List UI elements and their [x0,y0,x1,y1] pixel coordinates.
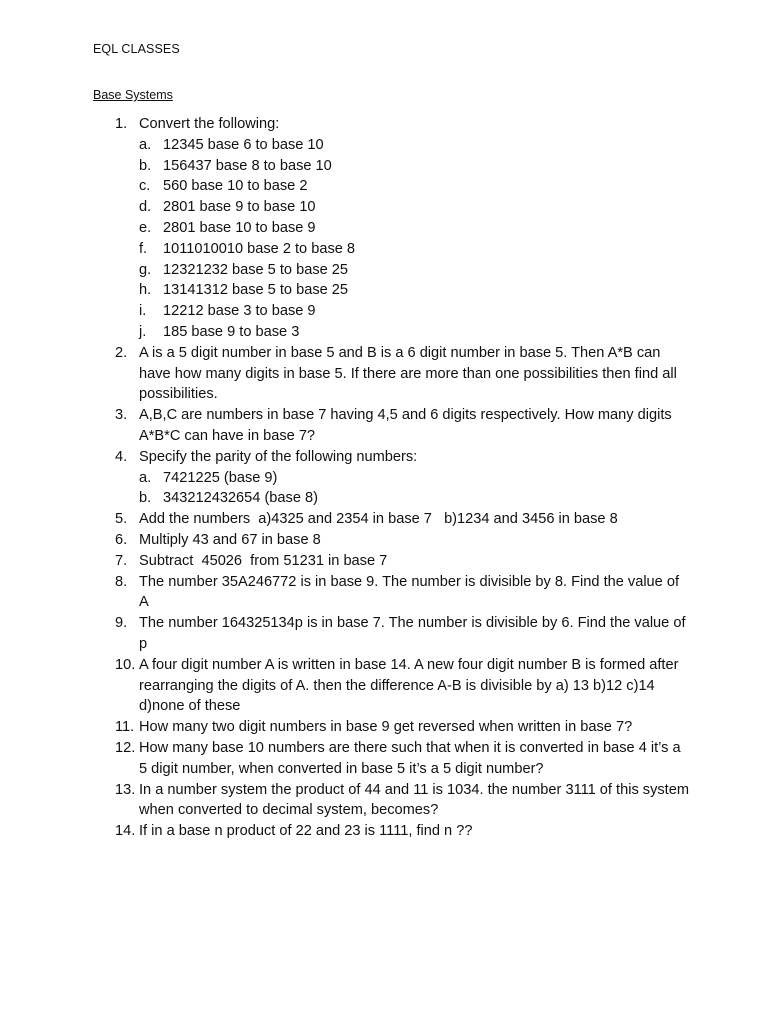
question-number: 13. [115,781,136,798]
question-11 [115,717,690,738]
sub-question-a [139,468,690,489]
sub-question-text: 560 base 10 to base 2 [163,178,308,195]
sub-question-letter: c. [139,178,151,195]
question-text: How many two digit numbers in base 9 get reversed when written in base 7? [139,719,633,736]
question-number: 4. [115,448,128,465]
question-number: 5. [115,511,128,528]
sub-question-c [139,176,690,197]
question-8 [115,572,690,614]
sub-question-text: 7421225 (base 9) [163,469,278,486]
sub-question-text: 12321232 base 5 to base 25 [163,261,349,278]
question-text: The number 164325134p is in base 7. The number is divisible by 6. Find the value of p [139,615,686,652]
question-text: Add the numbers a)4325 and 2354 in base 7 b)1234 and 3456 in base 8 [139,511,618,528]
question-text: Specify the parity of the following numbers: [139,448,418,465]
question-number: 14. [115,823,136,840]
sub-question-letter: d. [139,199,152,216]
sub-question-text: 1011010010 base 2 to base 8 [163,240,356,257]
sub-question-letter: h. [139,282,152,299]
sub-question-f [139,239,690,260]
question-text: In a number system the product of 44 and 11 is 1034. the number 3111 of this system when converted to decimal system, becomes? [139,781,690,819]
question-number: 10. [115,656,136,673]
question-6 [115,530,690,551]
question-10 [115,655,690,717]
sub-question-letter: j. [139,323,147,340]
sub-question-a [139,135,690,156]
question-text: Multiply 43 and 67 in base 8 [139,531,321,548]
sub-question-letter: b. [139,490,152,507]
question-1 [115,114,690,343]
question-text: How many base 10 numbers are there such that when it is converted in base 4 it’s a 5 digit number, when converted in base 5 it’s a 5 digit number? [139,739,681,777]
sub-question-text: 343212432654 (base 8) [163,490,318,507]
sub-question-d [139,197,690,218]
sub-question-text: 12212 base 3 to base 9 [163,303,316,320]
document-title: Base Systems [93,88,173,102]
sub-question-letter: g. [139,261,152,278]
question-number: 11. [115,719,135,736]
sub-question-text: 2801 base 9 to base 10 [163,199,316,216]
sub-question-i [139,301,690,322]
sub-question-letter: a. [139,469,152,486]
question-number: 7. [115,552,128,569]
sub-question-list [139,468,690,510]
question-9 [115,613,690,655]
sub-question-e [139,218,690,239]
question-text: If in a base n product of 22 and 23 is 1111, find n ?? [139,823,473,840]
sub-question-list [139,135,690,343]
question-number: 2. [115,344,128,361]
question-12 [115,738,690,780]
question-number: 3. [115,407,128,424]
question-3 [115,405,690,447]
question-4 [115,447,690,509]
question-text: Convert the following: [139,116,280,132]
sub-question-j [139,322,690,343]
question-14 [115,821,690,842]
question-2 [115,343,690,405]
sub-question-letter: i. [139,303,147,320]
sub-question-b [139,156,690,177]
sub-question-text: 12345 base 6 to base 10 [163,136,324,153]
sub-question-text: 2801 base 10 to base 9 [163,219,316,236]
sub-question-letter: a. [139,136,152,153]
question-7 [115,551,690,572]
sub-question-letter: e. [139,219,152,236]
question-number: 1. [115,116,128,132]
question-5 [115,509,690,530]
question-list [115,114,690,842]
document-header: EQL CLASSES [93,42,180,56]
sub-question-g [139,260,690,281]
question-text: Subtract 45026 from 51231 in base 7 [139,552,388,569]
sub-question-text: 185 base 9 to base 3 [163,323,300,340]
question-number: 6. [115,531,128,548]
sub-question-text: 156437 base 8 to base 10 [163,157,332,174]
question-13 [115,780,690,822]
sub-question-b [139,488,690,509]
sub-question-h [139,280,690,301]
question-number: 9. [115,615,128,632]
question-number: 8. [115,573,128,590]
question-text: A is a 5 digit number in base 5 and B is a 6 digit number in base 5. Then A*B can have how many digits in base 5. If there are more than one possibilities then find all possibilities. [139,344,677,403]
question-text: A,B,C are numbers in base 7 having 4,5 and 6 digits respectively. How many digits A*B*C can have in base 7? [139,407,672,444]
sub-question-letter: b. [139,157,152,174]
question-text: The number 35A246772 is in base 9. The number is divisible by 8. Find the value of A [139,573,680,611]
question-text: A four digit number A is written in base 14. A new four digit number B is formed after rearranging the digits of A. then the difference A-B is divisible by a) 13 b)12 c)14 d)none of these [139,656,679,715]
question-number: 12. [115,739,136,756]
sub-question-letter: f. [139,240,148,257]
sub-question-text: 13141312 base 5 to base 25 [163,282,349,299]
